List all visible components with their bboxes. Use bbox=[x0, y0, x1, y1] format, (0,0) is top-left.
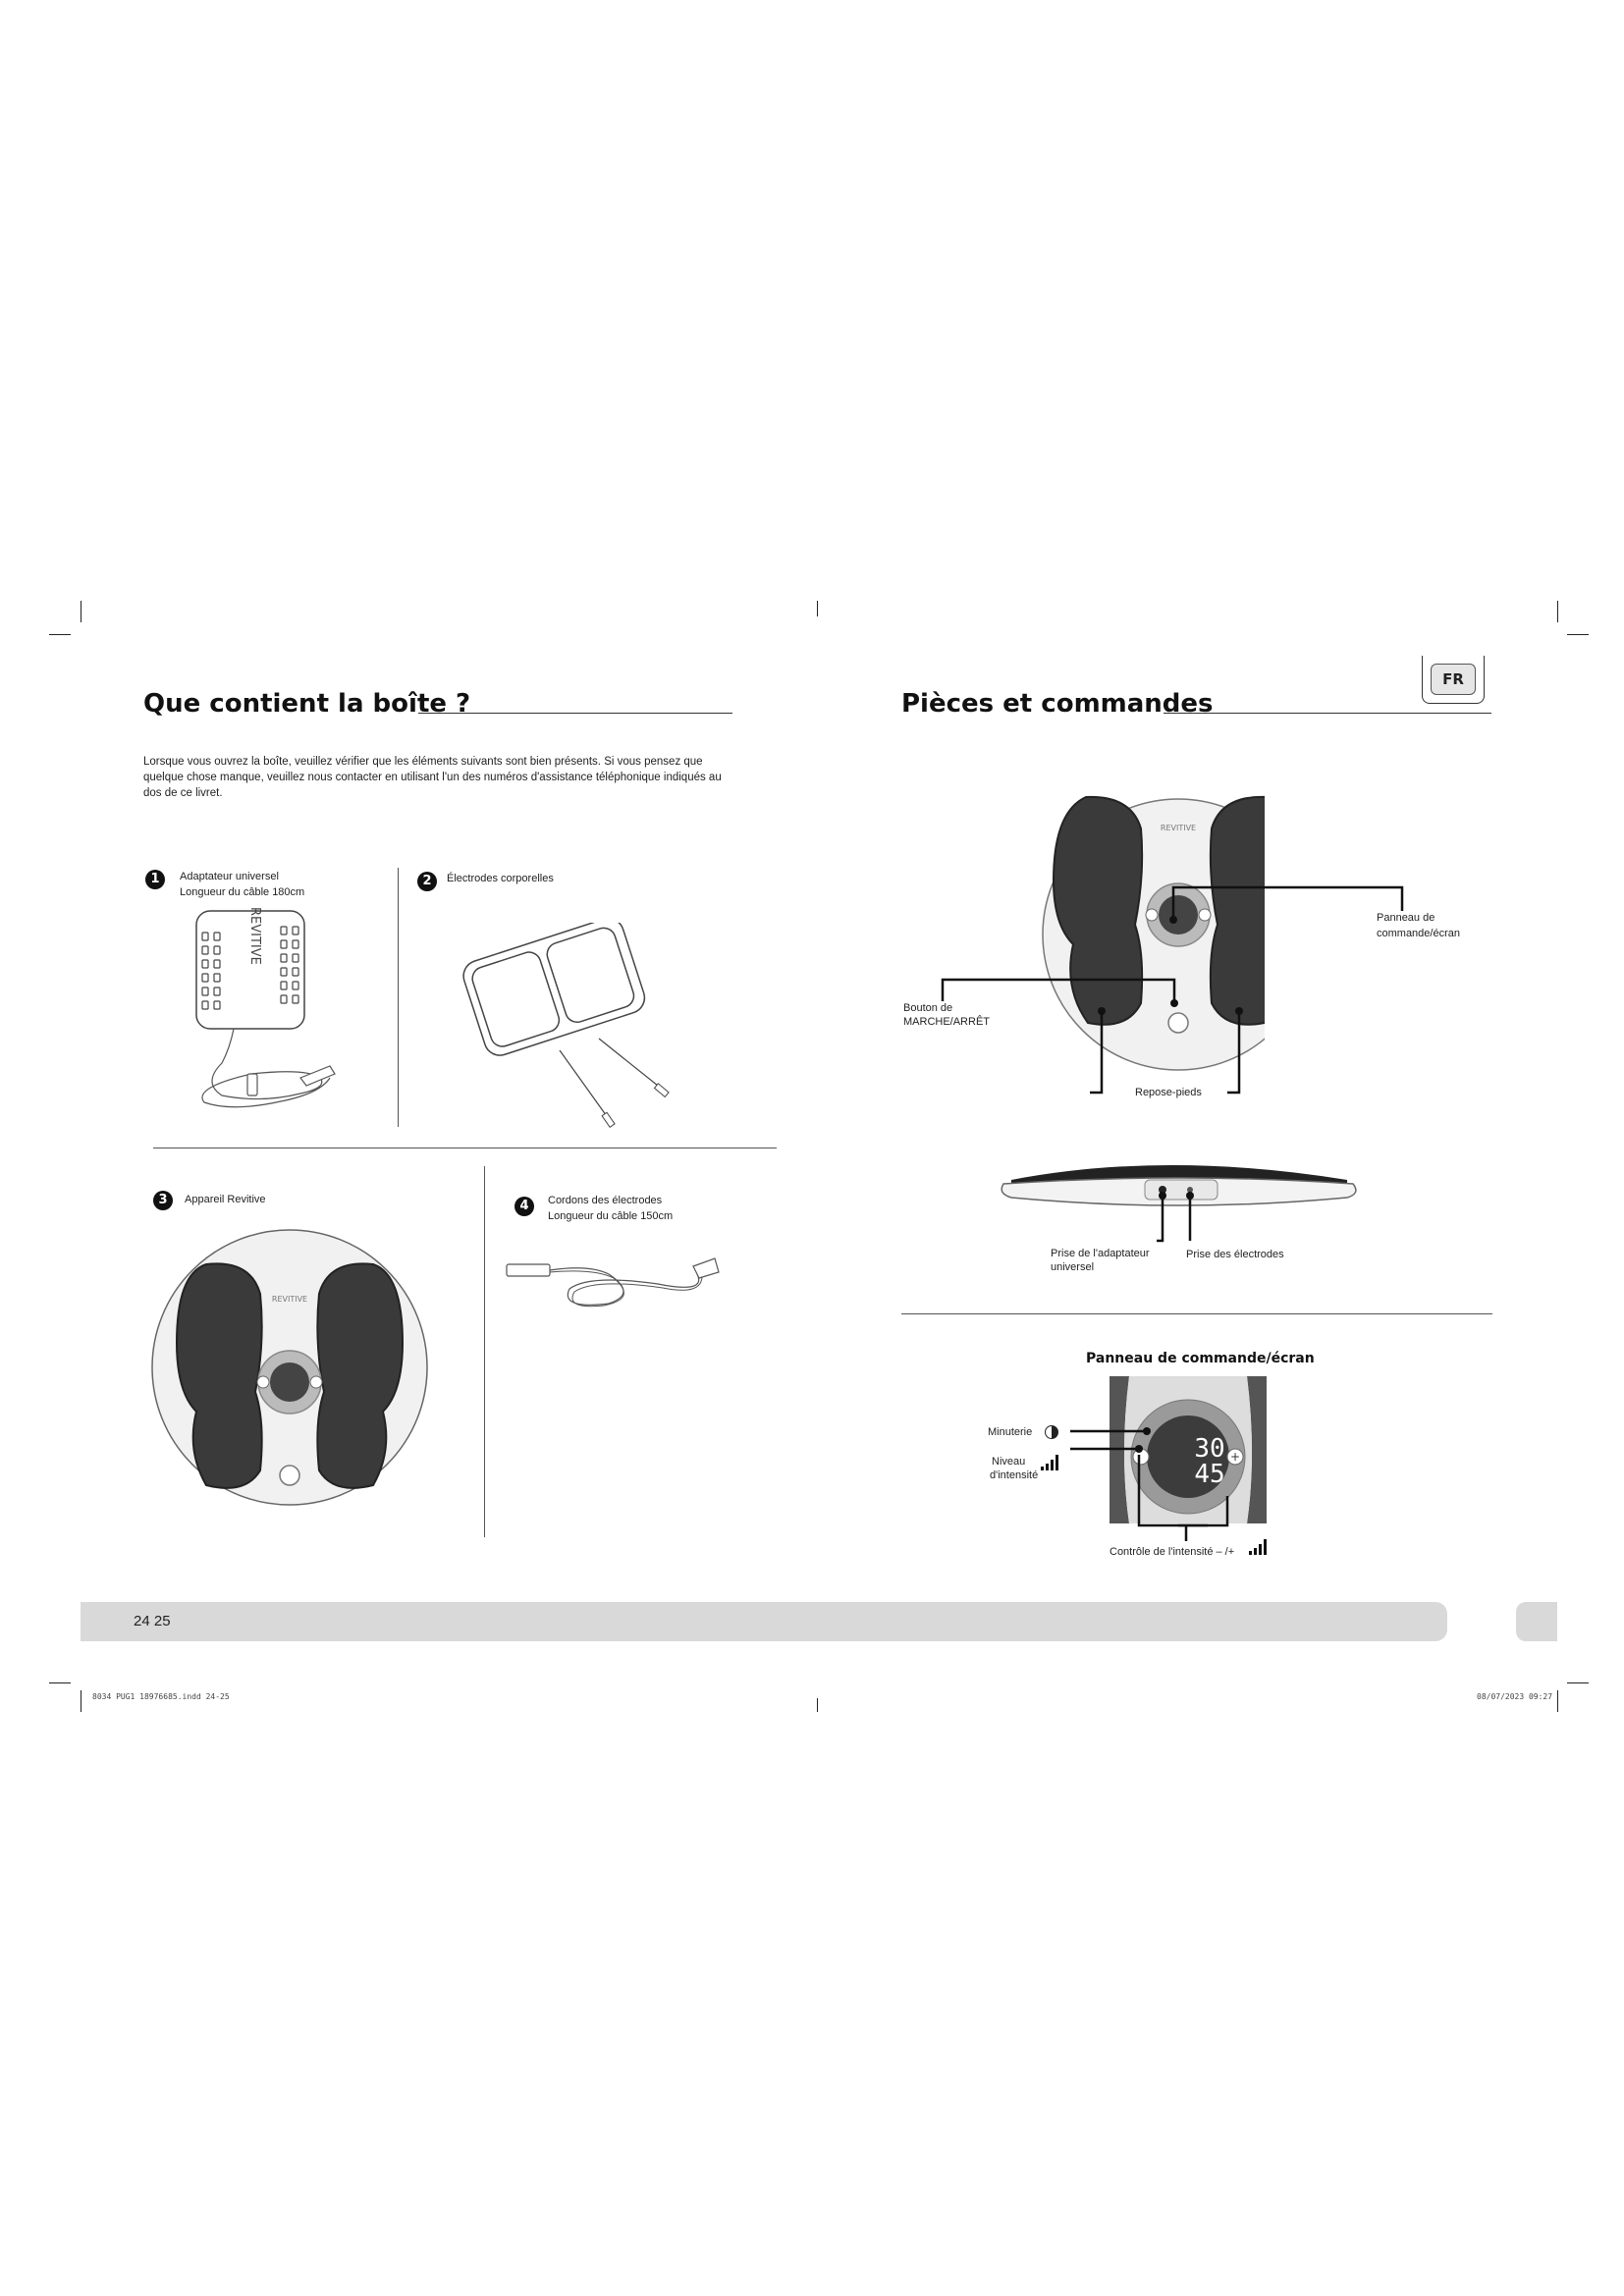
callout-lines bbox=[884, 864, 1512, 1109]
crop-mark bbox=[817, 1698, 818, 1712]
device-brand-text: REVITIVE bbox=[271, 1295, 308, 1304]
item-number-badge: 4 bbox=[514, 1197, 534, 1216]
item-sublabel: Longueur du câble 150cm bbox=[548, 1210, 674, 1222]
revitive-device-illustration bbox=[147, 1225, 432, 1510]
item-label: Électrodes corporelles bbox=[447, 873, 554, 884]
section-divider bbox=[901, 1313, 1492, 1314]
crop-mark bbox=[1567, 1682, 1589, 1683]
title-underline bbox=[1164, 713, 1491, 714]
callout-label: universel bbox=[1051, 1261, 1095, 1273]
timer-icon bbox=[1045, 1425, 1058, 1439]
grid-divider-vertical bbox=[398, 868, 399, 1127]
title-underline bbox=[418, 713, 732, 714]
intro-paragraph: Lorsque vous ouvrez la boîte, veuillez vérifier que les éléments suivants sont bien présents. Si vous pensez que quelque chose manque, veuillez nous contacter en utilisant l'un des numéros d'assistance téléphonique indiqués au dos de ce livret. bbox=[143, 756, 722, 799]
device-brand-text: REVITIVE bbox=[1160, 824, 1197, 832]
crop-mark bbox=[49, 1682, 71, 1683]
item-label: Cordons des électrodes bbox=[548, 1195, 663, 1206]
item-number-badge: 1 bbox=[145, 870, 165, 889]
crop-mark bbox=[1557, 1690, 1558, 1712]
callout-label: Repose-pieds bbox=[1135, 1087, 1202, 1098]
timer-display: 30 bbox=[1194, 1434, 1225, 1464]
intensity-label: d'intensité bbox=[990, 1469, 1039, 1481]
item-sublabel: Longueur du câble 180cm bbox=[180, 886, 305, 898]
intensity-label: Niveau bbox=[992, 1456, 1026, 1468]
item-label: Adaptateur universel bbox=[180, 871, 279, 882]
item-number-badge: 3 bbox=[153, 1191, 173, 1210]
side-callout-lines bbox=[1139, 1184, 1237, 1253]
item-number-badge: 2 bbox=[417, 872, 437, 891]
crop-mark bbox=[49, 634, 71, 635]
intensity-control-label: Contrôle de l'intensité – /+ bbox=[1110, 1546, 1235, 1558]
panel-callout-line-right bbox=[1178, 1496, 1237, 1545]
callout-label: Bouton de bbox=[903, 1002, 953, 1014]
grid-divider-vertical bbox=[484, 1166, 485, 1537]
crop-mark bbox=[1557, 601, 1558, 622]
intensity-bars-icon bbox=[1249, 1539, 1269, 1555]
language-tab: FR bbox=[1431, 664, 1476, 695]
timer-label: Minuterie bbox=[988, 1426, 1033, 1438]
electrode-cords-illustration bbox=[501, 1245, 727, 1323]
control-panel-title: Panneau de commande/écran bbox=[1086, 1351, 1315, 1366]
page-title-parts-controls: Pièces et commandes bbox=[901, 689, 1214, 719]
callout-label: commande/écran bbox=[1377, 928, 1460, 939]
print-slug-right: 08/07/2023 09:27 bbox=[1477, 1692, 1553, 1701]
page-title-box-contents: Que contient la boîte ? bbox=[143, 689, 471, 719]
adapter-brand-text: REVITIVE bbox=[247, 907, 262, 965]
callout-label: Prise des électrodes bbox=[1186, 1249, 1284, 1260]
crop-mark bbox=[1567, 634, 1589, 635]
callout-label: Prise de l'adaptateur bbox=[1051, 1248, 1150, 1259]
print-slug-left: 8034 PUG1 18976685.indd 24-25 bbox=[92, 1692, 230, 1701]
page-numbers: 24 25 bbox=[134, 1613, 171, 1629]
item-label: Appareil Revitive bbox=[185, 1194, 266, 1205]
intensity-bars-icon bbox=[1041, 1455, 1060, 1470]
intensity-display: 45 bbox=[1194, 1460, 1225, 1489]
crop-mark bbox=[817, 601, 818, 616]
body-electrodes-illustration bbox=[461, 923, 687, 1139]
callout-label: Panneau de bbox=[1377, 912, 1435, 924]
footer-tab bbox=[1516, 1602, 1557, 1641]
svg-text:+: + bbox=[1229, 1450, 1241, 1464]
power-adapter-illustration bbox=[183, 901, 340, 1117]
footer-bar bbox=[81, 1602, 1447, 1641]
callout-label: MARCHE/ARRÊT bbox=[903, 1016, 991, 1028]
